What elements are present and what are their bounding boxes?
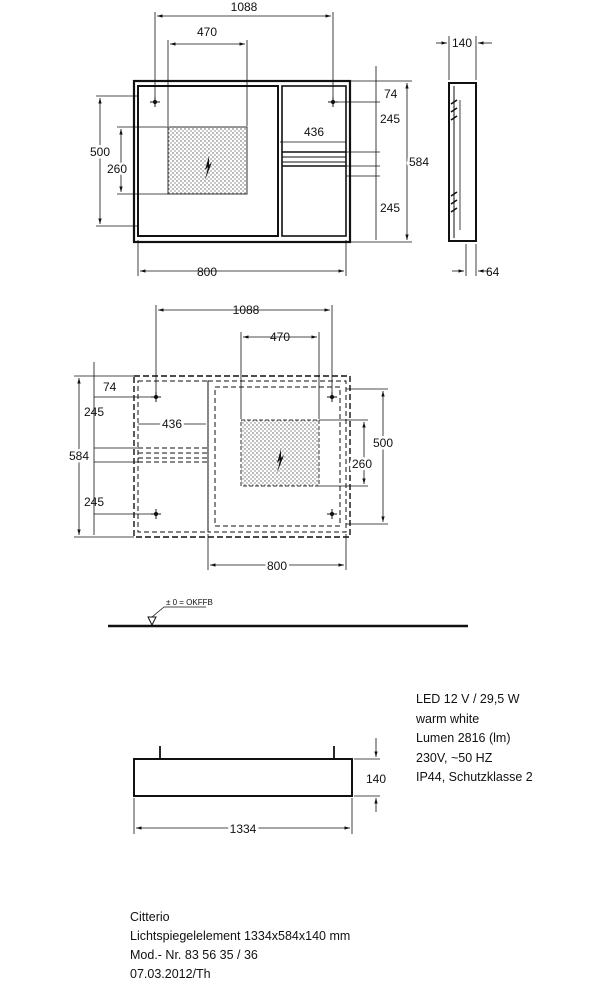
front-dim-light-height: 260 [106, 162, 128, 176]
front-mount-points [150, 97, 338, 107]
mirrored-cabinet [138, 381, 208, 532]
mirrored-dim-shelf-width: 436 [161, 417, 183, 431]
spec-list [416, 690, 533, 788]
floor-label: ± 0 = OKFFB [166, 598, 213, 607]
side-view [436, 36, 492, 276]
top-dim-depth: 140 [366, 772, 387, 786]
mirrored-dim-light-height: 260 [351, 457, 373, 471]
spec-line: IP44, Schutzklasse 2 [416, 770, 533, 784]
mirrored-dim-upper-compartment: 245 [84, 405, 105, 419]
front-dim-top-offset: 74 [384, 87, 398, 101]
top-body [134, 759, 352, 796]
front-dim-shelf-width: 436 [303, 125, 325, 139]
mirrored-dim-overall-height-right: 500 [372, 436, 394, 450]
front-dim-overall-height: 500 [89, 145, 111, 159]
mirrored-dim-light-width: 470 [269, 330, 291, 344]
mirrored-dim-lines [74, 305, 388, 570]
product-name: Citterio [130, 910, 170, 924]
spec-line: warm white [416, 711, 480, 726]
front-dim-mirror-width: 800 [196, 265, 218, 279]
side-body [449, 83, 476, 241]
mirrored-view [74, 305, 388, 570]
front-light-panel [168, 127, 247, 194]
front-dim-overall-height-right: 584 [409, 155, 430, 169]
spec-line: LED 12 V / 29,5 W [416, 692, 520, 706]
model-number: Mod.- Nr. 83 56 35 / 36 [130, 948, 258, 962]
front-dim-lower-compartment: 245 [380, 201, 401, 215]
top-dim-width: 1334 [229, 822, 257, 836]
mirrored-dim-top-offset: 74 [103, 380, 117, 394]
product-description: Lichtspiegelelement 1334x584x140 mm [130, 929, 351, 943]
front-cabinet [282, 86, 346, 236]
spec-line: 230V, ~50 HZ [416, 750, 493, 765]
mirrored-dim-mirror-width: 800 [266, 559, 288, 573]
drawing-date: 07.03.2012/Th [130, 967, 211, 981]
mirrored-dim-lower-compartment: 245 [84, 495, 105, 509]
side-dim-mount-depth: 64 [486, 265, 500, 279]
mirrored-dim-overall-height: 584 [68, 449, 90, 463]
front-dim-upper-compartment: 245 [380, 112, 401, 126]
front-view [96, 12, 412, 276]
front-dim-light-width: 470 [196, 25, 218, 39]
spec-line: Lumen 2816 (lm) [416, 731, 511, 745]
title-block [130, 908, 350, 984]
mirrored-dim-total-width: 1088 [232, 303, 260, 317]
front-dim-total-width: 1088 [230, 0, 258, 14]
floor-level [108, 607, 468, 626]
floor-marker-icon [148, 617, 156, 625]
top-view [134, 738, 380, 834]
side-dim-depth: 140 [452, 36, 473, 50]
